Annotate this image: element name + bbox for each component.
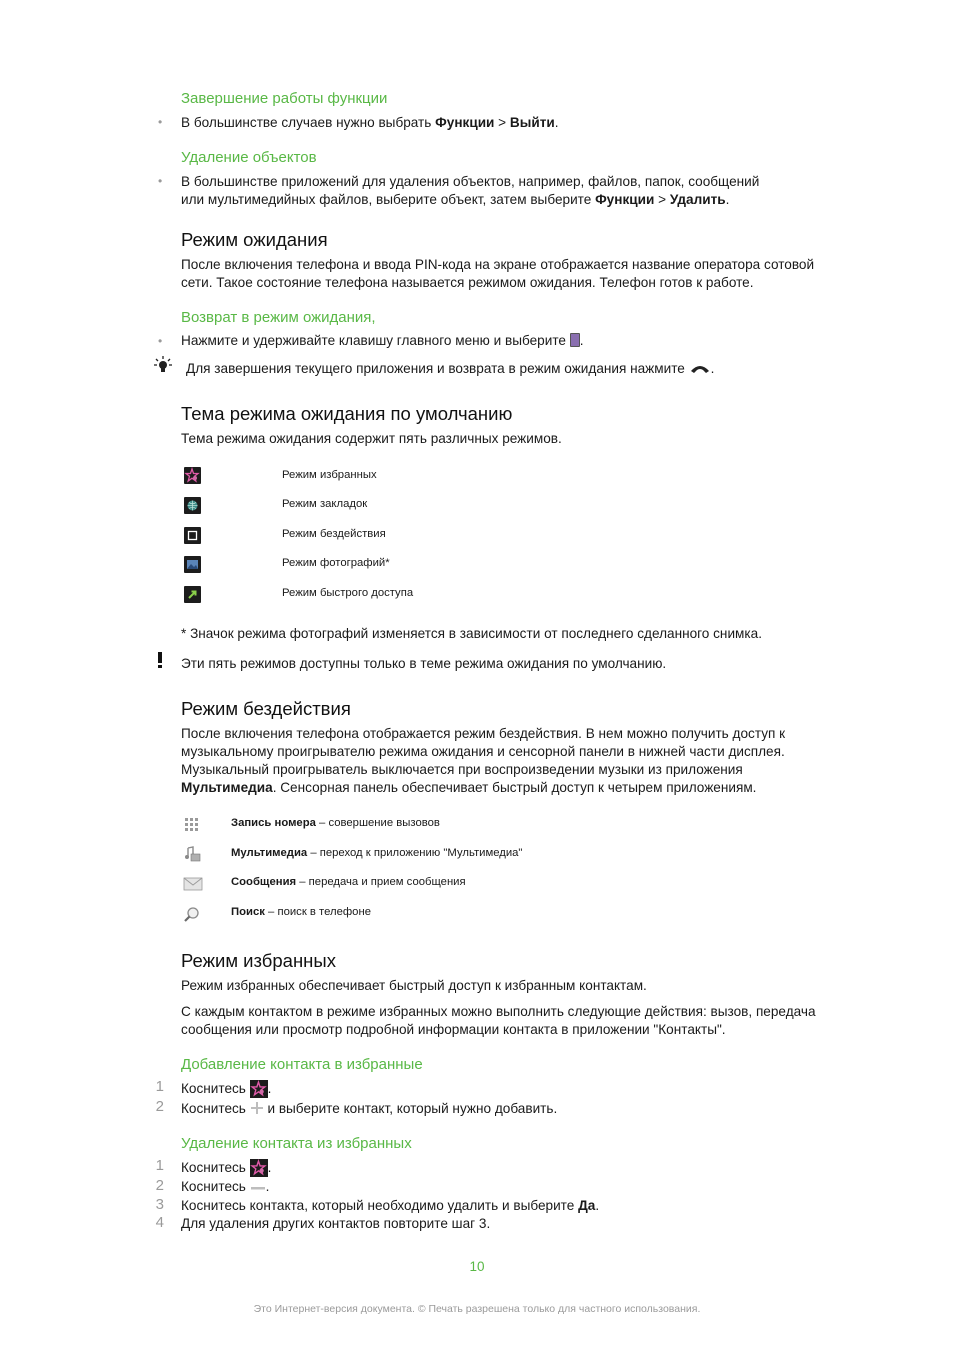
mode-label: Режим фотографий* bbox=[282, 557, 390, 569]
menu-exit: Выйти bbox=[509, 115, 555, 130]
step-text: Коснитесь bbox=[181, 1101, 250, 1116]
separator: > bbox=[494, 115, 510, 130]
photo-icon bbox=[184, 556, 201, 573]
step-text-end: . bbox=[595, 1198, 600, 1213]
step-number: 2 bbox=[155, 1098, 164, 1115]
idle-line-3: Музыкальный проигрыватель выключается при воспроизведении музыки из приложения bbox=[181, 762, 743, 777]
app-name: Мультимедиа bbox=[231, 847, 308, 859]
idle-line-2: музыкальному проигрывателю режима ожидания и сенсорной панели в нижней части дисплея. bbox=[181, 744, 785, 759]
del-step-2 bbox=[181, 1178, 269, 1198]
dialpad-icon bbox=[184, 817, 200, 838]
return-heading: Возврат в режим ожидания, bbox=[181, 309, 376, 326]
step-text: Коснитесь bbox=[181, 1081, 250, 1096]
footer-notice: Это Интернет-версия документа. © Печать разрешена только для частного использования. bbox=[253, 1303, 701, 1315]
media-icon bbox=[183, 846, 201, 867]
search-icon bbox=[183, 906, 201, 929]
bullet: • bbox=[158, 334, 163, 348]
theme-title: Тема режима ожидания по умолчанию bbox=[181, 403, 513, 424]
tip-text bbox=[186, 360, 714, 379]
app-item bbox=[231, 817, 440, 829]
theme-intro: Тема режима ожидания содержит пять различных режимов. bbox=[181, 431, 562, 446]
delete-text: или мультимедийных файлов, выберите объект, затем выберите bbox=[181, 192, 596, 207]
tip-icon bbox=[152, 355, 174, 380]
envelope-icon bbox=[183, 877, 203, 896]
fav-line-3: сообщения или просмотр подробной информации контакта в приложении "Контакты". bbox=[181, 1022, 726, 1037]
favorites-icon bbox=[250, 1080, 268, 1098]
app-name: Поиск bbox=[231, 906, 265, 918]
add-step-2 bbox=[181, 1100, 557, 1120]
mode-label: Режим закладок bbox=[282, 498, 368, 510]
fav-title: Режим избранных bbox=[181, 950, 336, 971]
finish-instruction bbox=[181, 114, 559, 132]
app-item bbox=[231, 847, 522, 859]
standby-line-2: сети. Такое состояние телефона называется режимом ожидания. Телефон готов к работе. bbox=[181, 275, 754, 290]
bullet: • bbox=[158, 174, 163, 188]
step-text-end: и выберите контакт, который нужно добавить. bbox=[263, 1101, 558, 1116]
step-text-end: . bbox=[265, 1179, 270, 1194]
shortcut-icon bbox=[184, 586, 201, 603]
app-item bbox=[231, 876, 466, 888]
section-heading-delete: Удаление объектов bbox=[181, 149, 317, 166]
bullet: • bbox=[158, 115, 163, 129]
app-desc: – переход к приложению "Мультимедиа" bbox=[307, 847, 523, 859]
menu-functions: Функции bbox=[435, 115, 495, 130]
page-number: 10 bbox=[469, 1259, 485, 1274]
menu-functions: Функции bbox=[595, 192, 655, 207]
step-text-end: . bbox=[267, 1081, 272, 1096]
step-text: Коснитесь bbox=[181, 1179, 250, 1194]
step-number: 3 bbox=[155, 1196, 164, 1213]
idle-line-1: После включения телефона отображается режим бездействия. В нем можно получить доступ к bbox=[181, 726, 786, 741]
bookmarks-icon bbox=[184, 497, 201, 514]
menu-delete: Удалить bbox=[669, 192, 726, 207]
del-step-3 bbox=[181, 1197, 599, 1215]
app-name-media: Мультимедиа bbox=[181, 780, 273, 795]
app-name: Запись номера bbox=[231, 817, 316, 829]
return-instruction bbox=[181, 332, 584, 350]
del-step-4: Для удаления других контактов повторите шаг 3. bbox=[181, 1216, 491, 1231]
app-desc: – совершение вызовов bbox=[315, 817, 440, 829]
finish-text: В большинстве случаев нужно выбрать bbox=[181, 115, 436, 130]
period: . bbox=[579, 333, 584, 348]
del-step-1 bbox=[181, 1159, 271, 1177]
standby-title: Режим ожидания bbox=[181, 229, 328, 250]
section-heading-finish: Завершение работы функции bbox=[181, 90, 388, 107]
period: . bbox=[554, 115, 559, 130]
app-desc: – поиск в телефоне bbox=[264, 906, 371, 918]
mode-label: Режим быстрого доступа bbox=[282, 587, 414, 599]
return-text: Нажмите и удерживайте клавишу главного меню и выберите bbox=[181, 333, 570, 348]
step-number: 1 bbox=[155, 1157, 164, 1174]
standby-line-1: После включения телефона и ввода PIN-кода на экране отображается название оператора сотовой bbox=[181, 257, 815, 272]
step-number: 1 bbox=[155, 1078, 164, 1095]
theme-footnote: * Значок режима фотографий изменяется в зависимости от последнего сделанного снимка. bbox=[181, 626, 762, 641]
add-heading: Добавление контакта в избранные bbox=[181, 1056, 423, 1073]
idle-icon bbox=[184, 527, 201, 544]
separator: > bbox=[654, 192, 670, 207]
favorites-icon bbox=[250, 1159, 268, 1177]
add-step-1 bbox=[181, 1080, 271, 1098]
delete-line-2 bbox=[181, 191, 729, 209]
del-heading: Удаление контакта из избранных bbox=[181, 1135, 412, 1152]
minus-icon bbox=[250, 1180, 266, 1198]
option-yes: Да bbox=[578, 1198, 596, 1213]
mode-label: Режим бездействия bbox=[282, 528, 386, 540]
step-text: Коснитесь контакта, который необходимо удалить и выберите bbox=[181, 1198, 579, 1213]
idle-title: Режим бездействия bbox=[181, 698, 351, 719]
period: . bbox=[725, 192, 730, 207]
favorites-icon bbox=[184, 467, 201, 484]
tip-body: Для завершения текущего приложения и возврата в режим ожидания нажмите bbox=[186, 361, 689, 376]
step-text: Коснитесь bbox=[181, 1160, 250, 1175]
warning-icon bbox=[156, 651, 164, 674]
period: . bbox=[710, 361, 715, 376]
end-call-icon bbox=[689, 361, 711, 379]
standby-icon bbox=[570, 333, 580, 347]
app-name: Сообщения bbox=[231, 876, 297, 888]
mode-label: Режим избранных bbox=[282, 469, 377, 481]
idle-line-4-rest: . Сенсорная панель обеспечивает быстрый доступ к четырем приложениям. bbox=[272, 780, 757, 795]
step-text-end: . bbox=[267, 1160, 272, 1175]
step-number: 4 bbox=[155, 1214, 164, 1231]
idle-line-4 bbox=[181, 779, 756, 797]
fav-line-1: Режим избранных обеспечивает быстрый доступ к избранным контактам. bbox=[181, 978, 647, 993]
fav-line-2: С каждым контактом в режиме избранных можно выполнить следующие действия: вызов, передача bbox=[181, 1004, 816, 1019]
app-desc: – передача и прием сообщения bbox=[296, 876, 466, 888]
plus-icon bbox=[250, 1101, 264, 1120]
app-item bbox=[231, 906, 371, 918]
step-number: 2 bbox=[155, 1177, 164, 1194]
delete-line-1: В большинстве приложений для удаления объектов, например, файлов, папок, сообщений bbox=[181, 174, 760, 189]
theme-note: Эти пять режимов доступны только в теме режима ожидания по умолчанию. bbox=[181, 656, 667, 671]
